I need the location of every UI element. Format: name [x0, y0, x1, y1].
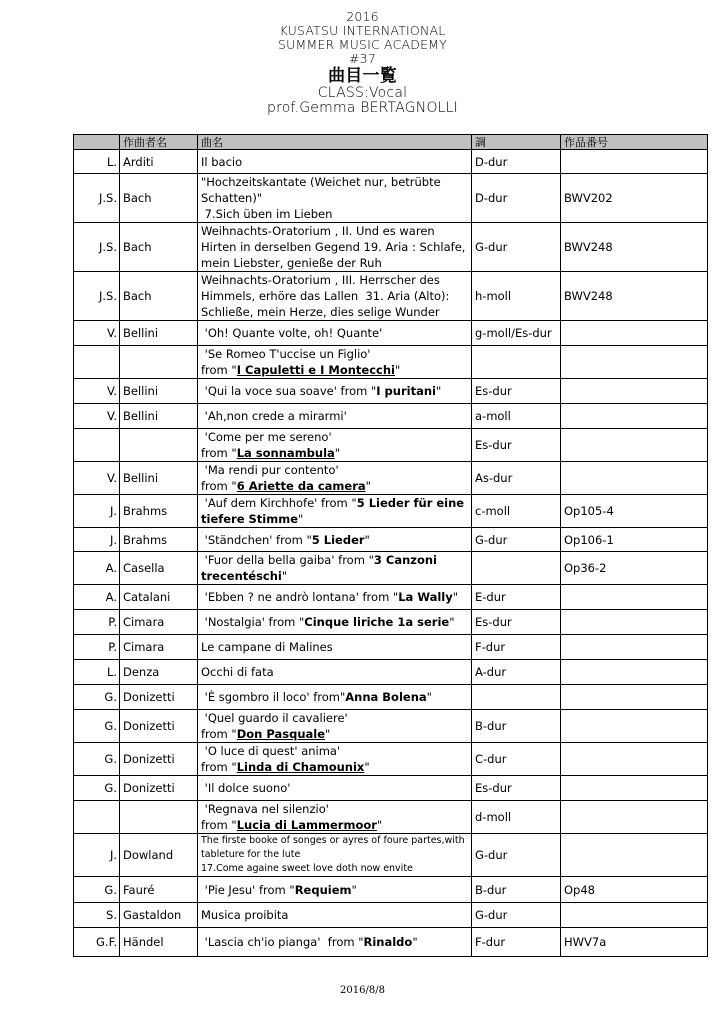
work-title-bold: I puritani	[376, 384, 436, 398]
title-cell	[198, 552, 472, 585]
work-title-bold: La Wally	[398, 590, 453, 604]
composer-first-cell: J.	[74, 528, 120, 552]
header-cell-composer: 作曲者名	[120, 135, 198, 150]
title-cell	[198, 150, 472, 174]
title-cell	[198, 272, 472, 321]
composer-first-cell: J.S.	[74, 223, 120, 272]
opus-cell	[561, 404, 708, 429]
table-row	[74, 495, 708, 528]
composer-last-cell: Donizetti	[120, 743, 198, 776]
composer-last-cell: Bach	[120, 272, 198, 321]
composer-first-cell: A.	[74, 585, 120, 610]
composer-last-cell: Bellini	[120, 404, 198, 429]
key-cell	[472, 552, 561, 585]
table-row	[74, 903, 708, 928]
composer-first-cell: J.	[74, 834, 120, 877]
title-text: 'Quel guardo il cavaliere' from "	[201, 711, 348, 741]
title-text: 'Nostalgia' from "	[201, 615, 305, 629]
composer-first-cell: J.S.	[74, 174, 120, 223]
opus-cell: HWV7a	[561, 928, 708, 957]
composer-last-cell	[120, 429, 198, 462]
table-row	[74, 877, 708, 903]
key-cell: d-moll	[472, 801, 561, 834]
title-cell	[198, 379, 472, 404]
work-title-bold: 6 Ariette da camera	[236, 479, 366, 493]
key-cell: As-dur	[472, 462, 561, 495]
composer-first-cell: L.	[74, 660, 120, 685]
table-row	[74, 710, 708, 743]
table-row	[74, 462, 708, 495]
title-text: 'Il dolce suono'	[201, 781, 291, 795]
composer-first-cell: J.	[74, 495, 120, 528]
opus-cell	[561, 685, 708, 710]
composer-first-cell: A.	[74, 552, 120, 585]
composer-last-cell: Cimara	[120, 635, 198, 660]
title-text: 'È sgombro il loco' from"	[201, 690, 346, 704]
composer-last-cell: Bach	[120, 174, 198, 223]
title-tail: "	[351, 882, 357, 897]
footer-date: 2016/8/8	[340, 985, 385, 996]
opus-cell: Op36-2	[561, 552, 708, 585]
title-text: 'Come per me sereno' from "	[201, 430, 332, 460]
key-cell: D-dur	[472, 174, 561, 223]
title-tail: "	[325, 727, 331, 741]
key-cell: G-dur	[472, 223, 561, 272]
key-cell	[472, 346, 561, 379]
title-tail: "	[394, 363, 401, 377]
composer-first-cell: V.	[74, 379, 120, 404]
key-cell: F-dur	[472, 928, 561, 957]
key-cell: G-dur	[472, 528, 561, 552]
key-cell	[472, 685, 561, 710]
header-cell-title: 曲名	[198, 135, 472, 150]
repertoire-table	[73, 134, 708, 957]
title-tail: "	[281, 569, 288, 583]
title-text: 'Qui la voce sua soave' from "	[201, 384, 377, 398]
title-cell	[198, 635, 472, 660]
title-cell	[198, 801, 472, 834]
title-tail: "	[412, 935, 418, 949]
table-row	[74, 174, 708, 223]
opus-cell	[561, 834, 708, 877]
composer-last-cell: Cimara	[120, 610, 198, 635]
key-cell: Es-dur	[472, 610, 561, 635]
opus-cell: Op105-4	[561, 495, 708, 528]
opus-cell: BWV202	[561, 174, 708, 223]
title-text: Le campane di Malines	[201, 640, 333, 654]
title-tail: "	[426, 690, 432, 704]
title-text: 'Ebben ? ne andrò lontana' from "	[201, 590, 399, 604]
table-row	[74, 685, 708, 710]
header-list-title: 曲目一覧	[328, 66, 397, 86]
title-cell	[198, 610, 472, 635]
composer-last-cell: Händel	[120, 928, 198, 957]
title-tail: "	[334, 446, 341, 460]
opus-cell	[561, 635, 708, 660]
opus-cell	[561, 610, 708, 635]
title-text: Occhi di fata	[201, 665, 274, 679]
work-title-bold: Lucia di Lammermoor	[236, 818, 377, 832]
composer-last-cell: Donizetti	[120, 710, 198, 743]
title-tail: "	[449, 615, 455, 629]
composer-first-cell: G.	[74, 685, 120, 710]
title-text: 'Oh! Quante volte, oh! Quante'	[201, 326, 383, 340]
key-cell: E-dur	[472, 585, 561, 610]
title-cell	[198, 585, 472, 610]
title-cell	[198, 685, 472, 710]
title-text: 'Pie Jesu' from "	[201, 882, 295, 897]
key-cell: B-dur	[472, 877, 561, 903]
composer-last-cell: Donizetti	[120, 776, 198, 801]
title-cell	[198, 743, 472, 776]
title-cell	[198, 877, 472, 903]
title-cell	[198, 495, 472, 528]
title-cell	[198, 429, 472, 462]
composer-first-cell: S.	[74, 903, 120, 928]
key-cell: G-dur	[472, 903, 561, 928]
opus-cell	[561, 346, 708, 379]
composer-first-cell	[74, 429, 120, 462]
composer-last-cell: Bach	[120, 223, 198, 272]
title-text: 'Auf dem Kirchhofe' from "	[201, 496, 357, 510]
composer-last-cell: Dowland	[120, 834, 198, 877]
key-cell: G-dur	[472, 834, 561, 877]
composer-last-cell: Brahms	[120, 495, 198, 528]
composer-last-cell: Fauré	[120, 877, 198, 903]
composer-last-cell: Casella	[120, 552, 198, 585]
title-cell	[198, 462, 472, 495]
composer-last-cell: Arditi	[120, 150, 198, 174]
key-cell: C-dur	[472, 743, 561, 776]
work-title-bold: I Capuletti e I Montecchi	[236, 363, 395, 377]
key-cell: Es-dur	[472, 379, 561, 404]
title-cell	[198, 223, 472, 272]
table-row	[74, 635, 708, 660]
header-professor: prof.Gemma BERTAGNOLLI	[266, 100, 458, 116]
title-text: Musica proibita	[201, 908, 289, 922]
composer-last-cell: Catalani	[120, 585, 198, 610]
key-cell: Es-dur	[472, 776, 561, 801]
title-tail: "	[435, 384, 442, 398]
title-tail: "	[364, 532, 370, 547]
title-tail: "	[365, 479, 371, 493]
title-tail: "	[376, 818, 383, 832]
title-cell	[198, 321, 472, 346]
composer-first-cell: G.F.	[74, 928, 120, 957]
composer-first-cell: V.	[74, 462, 120, 495]
opus-cell: Op48	[561, 877, 708, 903]
key-cell: g-moll/Es-dur	[472, 321, 561, 346]
opus-cell	[561, 150, 708, 174]
title-text: Weihnachts-Oratorium , III. Herrscher des Himmels, erhöre das Lallen 31. Aria (Alto): Schließe, mein Herze, dies selige Wunder	[201, 273, 454, 319]
title-text: "Hochzeitskantate (Weichet nur, betrübte Schatten)" 7.Sich üben im Lieben	[201, 175, 441, 221]
work-title-bold: Linda di Chamounix	[236, 760, 365, 774]
title-text: 'Fuor della bella gaiba' from "	[201, 553, 374, 567]
key-cell: Es-dur	[472, 429, 561, 462]
work-title-bold: 3 Canzoni trecentéschi	[201, 553, 437, 583]
title-text: 'Lascia ch'io pianga' from "	[201, 935, 364, 949]
title-cell	[198, 834, 472, 877]
table-row	[74, 346, 708, 379]
header-cell-key: 調	[472, 135, 561, 150]
key-cell: F-dur	[472, 635, 561, 660]
composer-first-cell: J.S.	[74, 272, 120, 321]
composer-last-cell: Bellini	[120, 379, 198, 404]
opus-cell	[561, 776, 708, 801]
table-row	[74, 834, 708, 877]
table-row	[74, 928, 708, 957]
table-row	[74, 223, 708, 272]
opus-cell: BWV248	[561, 272, 708, 321]
title-text: 'Ma rendi pur contento' from "	[201, 463, 339, 493]
composer-first-cell: G.	[74, 877, 120, 903]
composer-last-cell: Donizetti	[120, 685, 198, 710]
title-text: The firste booke of songes or ayres of foure partes,with tableture for the lute 17.Come againe sweet love doth now envite	[201, 835, 465, 874]
opus-cell	[561, 660, 708, 685]
composer-first-cell	[74, 801, 120, 834]
table-row	[74, 379, 708, 404]
table-row	[74, 528, 708, 552]
composer-last-cell: Bellini	[120, 321, 198, 346]
document-header	[0, 10, 725, 116]
header-academy: SUMMER MUSIC ACADEMY	[277, 37, 448, 52]
title-cell	[198, 174, 472, 223]
table-row	[74, 585, 708, 610]
title-tail: "	[298, 512, 304, 526]
composer-first-cell: G.	[74, 776, 120, 801]
table-row	[74, 404, 708, 429]
opus-cell	[561, 429, 708, 462]
title-cell	[198, 928, 472, 957]
table-row	[74, 801, 708, 834]
table-row	[74, 429, 708, 462]
table-row	[74, 321, 708, 346]
key-cell: c-moll	[472, 495, 561, 528]
opus-cell: Op106-1	[561, 528, 708, 552]
work-title-bold: 5 Lieder	[311, 532, 365, 547]
composer-first-cell: P.	[74, 635, 120, 660]
opus-cell	[561, 321, 708, 346]
work-title-bold: 5 Lieder für eine tiefere Stimme	[201, 496, 465, 526]
table-row	[74, 610, 708, 635]
title-text: 'Se Romeo T'uccise un Figlio' from "	[201, 347, 371, 377]
composer-first-cell: G.	[74, 710, 120, 743]
title-cell	[198, 528, 472, 552]
title-cell	[198, 903, 472, 928]
work-title-bold: Anna Bolena	[345, 690, 427, 704]
composer-last-cell: Brahms	[120, 528, 198, 552]
opus-cell	[561, 585, 708, 610]
title-cell	[198, 404, 472, 429]
opus-cell: BWV248	[561, 223, 708, 272]
header-cell-opus: 作品番号	[561, 135, 708, 150]
opus-cell	[561, 801, 708, 834]
key-cell: D-dur	[472, 150, 561, 174]
title-text: 'Ständchen' from "	[201, 532, 312, 547]
header-org: KUSATSU INTERNATIONAL	[279, 23, 446, 38]
work-title-bold: Cinque liriche 1a serie	[304, 615, 450, 629]
title-cell	[198, 660, 472, 685]
table-row	[74, 150, 708, 174]
composer-last-cell: Bellini	[120, 462, 198, 495]
title-cell	[198, 346, 472, 379]
composer-last-cell	[120, 346, 198, 379]
title-text: 'Ah,non crede a mirarmi'	[201, 409, 347, 423]
opus-cell	[561, 379, 708, 404]
title-text: 'Regnava nel silenzio' from "	[201, 802, 329, 832]
opus-cell	[561, 462, 708, 495]
header-year: 2016	[346, 9, 379, 24]
title-cell	[198, 776, 472, 801]
composer-first-cell: L.	[74, 150, 120, 174]
work-title-bold: Requiem	[294, 882, 352, 897]
composer-first-cell: V.	[74, 321, 120, 346]
composer-first-cell: V.	[74, 404, 120, 429]
composer-last-cell	[120, 801, 198, 834]
title-tail: "	[364, 760, 370, 774]
composer-last-cell: Denza	[120, 660, 198, 685]
work-title-bold: Rinaldo	[363, 935, 413, 949]
table-header-row	[74, 135, 708, 150]
composer-first-cell: P.	[74, 610, 120, 635]
composer-last-cell: Gastaldon	[120, 903, 198, 928]
work-title-bold: La sonnambula	[236, 446, 335, 460]
composer-first-cell: G.	[74, 743, 120, 776]
table-row	[74, 660, 708, 685]
opus-cell	[561, 903, 708, 928]
title-cell	[198, 710, 472, 743]
header-class: CLASS:Vocal	[317, 85, 408, 101]
table-row	[74, 776, 708, 801]
opus-cell	[561, 743, 708, 776]
key-cell: h-moll	[472, 272, 561, 321]
table-row	[74, 743, 708, 776]
title-text: Il bacio	[201, 154, 243, 169]
key-cell: a-moll	[472, 404, 561, 429]
work-title-bold: Don Pasquale	[236, 727, 326, 741]
key-cell: B-dur	[472, 710, 561, 743]
title-text: 'O luce di quest' anima' from "	[201, 744, 341, 774]
header-number: #37	[349, 51, 376, 66]
title-text: Weihnachts-Oratorium , II. Und es waren Hirten in derselben Gegend 19. Aria : Schlafe, mein Liebster, genieße der Ruh	[201, 224, 470, 270]
opus-cell	[561, 710, 708, 743]
table-row	[74, 272, 708, 321]
table-row	[74, 552, 708, 585]
composer-first-cell	[74, 346, 120, 379]
title-tail: "	[452, 590, 459, 604]
header-cell-first	[74, 135, 120, 150]
key-cell: A-dur	[472, 660, 561, 685]
